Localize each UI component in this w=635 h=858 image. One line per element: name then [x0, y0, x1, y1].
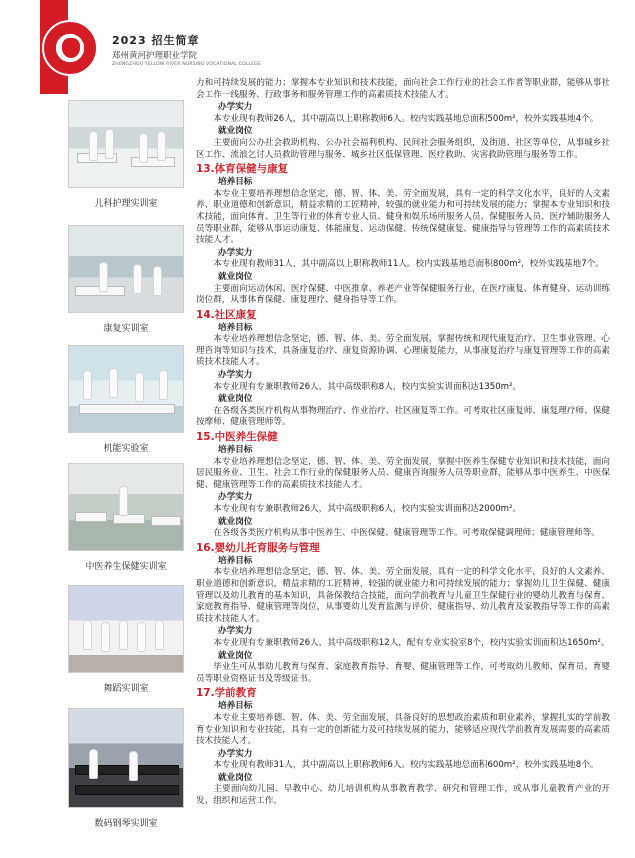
rehab-room-photo [68, 225, 184, 313]
section-13 [196, 162, 610, 307]
strength-heading: 办学实力 [218, 748, 253, 759]
goal-text: 本专业培养理想信念坚定，德、智、体、美、劳全面发展，具有一定的科学文化水平，良好的人文素养、职业道德和创新意识，精益求精的工匠精神，较强的就业能力和可持续发展的能力；掌握幼儿卫生保健、健康管理以及幼儿教育的基本知识，具备保教结合技能，面向学前教育与儿童卫生保健行业的婴幼儿教育与保育、家庭教育指导、健康管理等岗位，从事婴幼儿发育监测与评价、健康指导、幼儿教育及家教指导等工作的高素质技术技能人才。 [196, 567, 610, 624]
strength-heading: 办学实力 [218, 102, 253, 113]
brochure-title: 2023 招生简章 [112, 34, 200, 47]
digital-piano-room-photo [68, 708, 184, 808]
school-name: 郑州黄河护理职业学院 [112, 51, 198, 61]
photo-caption: 机能实验室 [103, 444, 149, 454]
photo-caption: 康复实训室 [103, 324, 149, 334]
jobs-text: 在各级各类医疗机构从事物理治疗、作业治疗、社区康复等工作。可考取社区康复师、康复理疗师、保健按摩师、健康管理师等。 [196, 405, 610, 428]
strength-text: 本专业现有教师26人，其中副高以上职称教师6人。校内实践基地总面积500m²，校外实践基地4个。 [213, 113, 599, 124]
page-header [40, 14, 600, 80]
goal-text: 本专业主要培养德、智、体、美、劳全面发展，具备良好的思想政治素质和职业素养，掌握扎实的学前教育专业知识和专业技能，具有一定的创新能力及可持续发展的能力，能够适应现代学前教育发展需要的高素质技术技能人才。 [196, 712, 610, 747]
function-lab-photo [68, 345, 184, 433]
jobs-heading: 就业岗位 [218, 126, 253, 137]
strength-text: 本专业现有专兼职教师26人，其中高级职称12人，配有专业实验室8个，校内实验实训面积达1650m²。 [213, 637, 610, 648]
section-14 [196, 308, 610, 429]
goal-text: 本专业培养理想信念坚定，德、智、体、美、劳全面发展，掌握传统和现代康复治疗、卫生事业管理、心理咨询等知识与技术，具备康复治疗、康复资源协调、心理康复能力，从事康复治疗与康复管理等工作的高素质技术技能人才。 [196, 334, 610, 368]
goal-heading: 培养目标 [218, 445, 253, 456]
photo-caption: 中医养生保健实训室 [85, 562, 167, 572]
goal-heading: 培养目标 [218, 322, 253, 333]
jobs-heading: 就业岗位 [218, 772, 253, 783]
section-16 [196, 541, 610, 686]
goal-heading: 培养目标 [218, 177, 253, 188]
strength-text: 本专业现有专兼职教师26人，其中高级职称6人，校内实验实训面积达2000m²。 [213, 504, 522, 514]
section-title: 15.中医养生保健 [196, 431, 278, 444]
photo-item [68, 100, 184, 209]
jobs-text: 主要面向公办社会救助机构、公办社会福利机构、民间社会服务组织，及街道、社区等单位，从事城乡社区工作、流浪乞讨人员救助管理与服务、城乡社区低保管理、医疗救助、灾害救助管理与服务等工作。 [196, 137, 610, 160]
school-name-english: ZHENGZHOU YELLOW RIVER NURSING VOCATIONAL COLLEGE [112, 62, 262, 67]
photo-item [68, 463, 184, 572]
jobs-heading: 就业岗位 [218, 650, 253, 661]
main-content [196, 78, 610, 808]
jobs-text: 主要面向幼儿园、早教中心、幼儿培训机构从事教育教学、研究和管理工作，或从事儿童教育产业的开发、组织和运营工作。 [196, 784, 610, 807]
tcm-health-room-photo [68, 463, 184, 551]
photo-caption: 舞蹈实训室 [103, 684, 149, 694]
goal-text: 本专业培养理想信念坚定，德、智、体、美、劳全面发展，掌握中医养生保健专业知识和技术技能，面向居民服务业、卫生、社会工作行业的保健服务人员、健康咨询服务人员等职业群，能够从事中医养生、中医保健、健康管理等工作的高素质技术技能人才。 [196, 456, 610, 490]
jobs-text: 在各级各类医疗机构从事中医养生、中医保健、健康管理等工作。可考取保健调理师；健康管理师等。 [213, 528, 600, 539]
intro-paragraph: 力和可持续发展的能力；掌握本专业知识和技术技能，面向社会工作行业的社会工作者等职业群，能够从事社会工作一线服务、行政事务和服务管理工作的高素质技术技能人才。 [196, 78, 610, 100]
strength-heading: 办学实力 [218, 370, 253, 381]
jobs-heading: 就业岗位 [218, 394, 253, 405]
strength-heading: 办学实力 [218, 626, 253, 637]
strength-text: 本专业现有专兼职教师26人，其中高级职称8人，校内实验实训面积达1350m²。 [213, 381, 522, 392]
photo-item [68, 708, 184, 829]
jobs-text: 主要面向运动休闲、医疗保健、中医推拿、养老产业等保健服务行业，在医疗康复、体育健身、运动训练岗位群，从事体育保健、康复理疗、健身指导等工作。 [196, 283, 610, 306]
dance-room-photo [68, 585, 184, 673]
photo-caption: 数码钢琴实训室 [94, 819, 158, 829]
school-logo-icon [42, 20, 98, 76]
photo-item [68, 225, 184, 334]
goal-heading: 培养目标 [218, 555, 253, 566]
section-title: 16.婴幼儿托育服务与管理 [196, 541, 320, 554]
strength-text: 本专业现有教师31人，其中副高以上职称教师11人。校内实践基地总面积800m²，校外实践基地7个。 [213, 259, 604, 270]
pediatric-nursing-photo [68, 100, 184, 188]
section-title: 13.体育保健与康复 [196, 163, 289, 176]
jobs-heading: 就业岗位 [218, 516, 253, 527]
strength-heading: 办学实力 [218, 492, 253, 503]
section-title: 14.社区康复 [196, 308, 257, 321]
photo-item [68, 585, 184, 694]
goal-text: 本专业主要培养理想信念坚定，德、智、体、美、劳全面发展，具有一定的科学文化水平，良好的人文素养、职业道德和创新意识，精益求精的工匠精神，较强的就业能力和可持续发展的能力；掌握本专业知识和技术技能，面向体育、卫生等行业的体育专业人员、健身和娱乐场所服务人员、保健服务人员、医疗辅助服务人员等职业群，能够从事运动康复、体能康复、运动保健、传统保健康复、健康指导与管理等工作的高素质技术技能人才。 [196, 188, 610, 246]
strength-heading: 办学实力 [218, 247, 253, 258]
strength-text: 本专业现有教师31人，其中副高以上职称教师6人。校内实践基地总面积600m²，校外实践基地8个。 [213, 760, 599, 771]
jobs-text: 毕业生可从事幼儿教育与保育、家庭教育指导、育婴、健康管理等工作，可考取幼儿教师、保育员、育婴员等职业资格证书及等级证书。 [196, 662, 610, 684]
photo-caption: 儿科护理实训室 [94, 199, 158, 209]
goal-heading: 培养目标 [218, 701, 253, 712]
section-15 [196, 430, 610, 540]
section-title: 17.学前教育 [196, 687, 257, 700]
jobs-heading: 就业岗位 [218, 271, 253, 282]
photo-item [68, 345, 184, 454]
section-17 [196, 686, 610, 807]
